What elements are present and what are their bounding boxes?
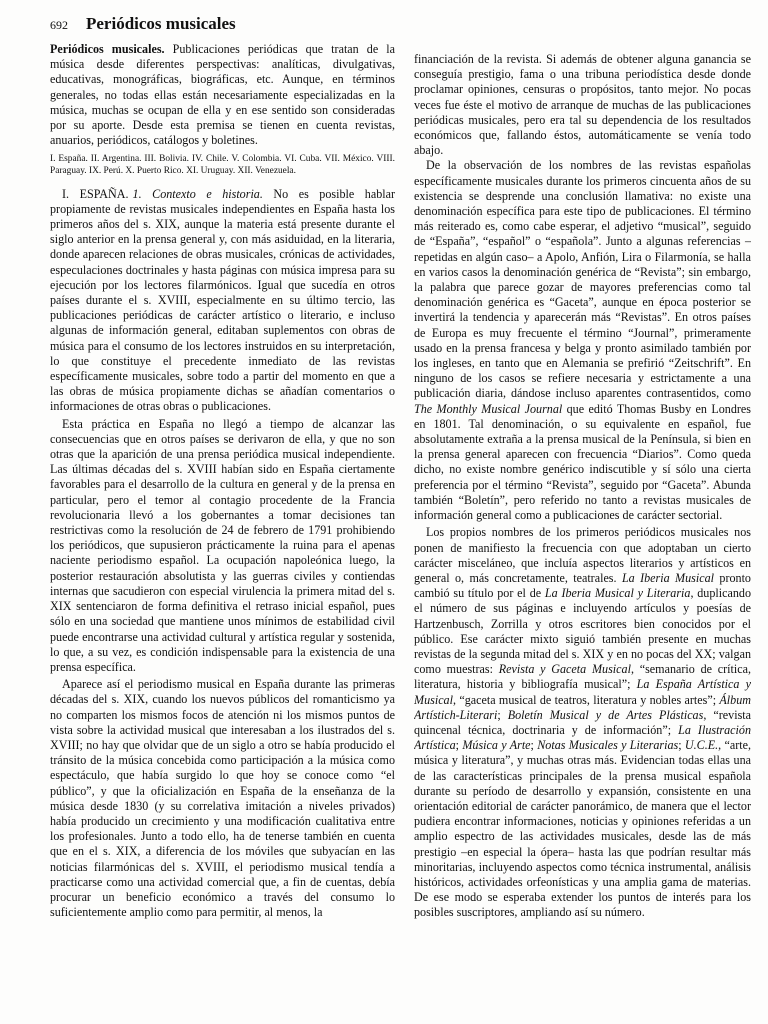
section-heading: I. ESPAÑA. — [62, 186, 129, 201]
publication-title: La Iberia Musical y Literaria — [544, 586, 691, 601]
paragraph-text: ; — [455, 738, 463, 753]
entry-contents: I. España. II. Argentina. III. Bolivia. IV. Chile. V. Colombia. VI. Cuba. VII. México. VIII. Paraguay. IX. Perú. X. Puerto Rico. XI. Uruguay. XII. Venezuela. — [50, 154, 395, 177]
publication-title: The Monthly Musical Journal — [414, 401, 563, 416]
publication-title: U.C.E. — [684, 738, 719, 753]
section-1-paragraph-1 — [50, 187, 395, 415]
paragraph-text: De la observación de los nombres de las revistas españolas específicamente musicales durante los primeros cincuenta años de su existencia se desprende una conclusión llamativa: no existe una denominación específica para este tipo de publicaciones. El término más reiterado es, como cabe esperar, el adjetivo “musical”, seguido de “España”, “español” o “española”. Junto a algunas referencias –repetidas en algún caso– a Apolo, Anfión, Lira o Filarmonía, se halla en varios casos la denominación genérica de “Revista”; sin embargo, la palabra que parece gozar de mayores preferencias como tal denominación genérica es “Gaceta”, aunque en época posterior se invertirá la tendencia y aparecerán más “Revistas”. En otros países de Europa es muy frecuente el término “Journal”, primeramente usado en la prensa francesa y belga y pronto asimilado también por los ingleses, en tanto que en Alemania se prefirió “Zeitschrift”. En ninguno de los casos se refiere necesaria y estrictamente a una publicación diaria, dándose incluso aparentes contrasentidos, como — [414, 158, 751, 401]
entry-definition-text: Publicaciones periódicas que tratan de la música desde diferentes perspectivas: analíticas, divulgativas, educativas, monográficas, biográficas, etc. Aunque, en términos generales, no todas ellas están necesariamente especializadas en la música, muchas se ocupan de ella y en ese sentido son consideradas por su aporte. Desde esta premisa se tienen en cuenta revistas, anuarios, periódicos, catálogos y boletines. — [50, 42, 395, 148]
paragraph-text: ; — [497, 707, 508, 722]
publication-title: Álbum Artístich-Literari — [414, 692, 751, 722]
section-1-paragraph-4 — [414, 158, 751, 523]
paragraph-text: , “semanario de crítica, literatura, historia y bibliografía musical”; — [414, 662, 751, 692]
entry-headword: Periódicos musicales. — [50, 42, 165, 56]
paragraph-text: Los propios nombres de los primeros periódicos musicales nos ponen de manifiesto la frecuencia con que adoptaban un cierto carácter misceláneo, que incluía aspectos literarios y artísticos en general o, más concretamente, teatrales. — [414, 525, 751, 585]
section-1-paragraph-2: Esta práctica en España no llegó a tiempo de alcanzar las consecuencias que en otros países se derivaron de ella, y que no son otras que la aparición de una prensa periódica musical independiente. Las últimas décadas del s. XVIII habían sido en España ciertamente favorables para el desarrollo de la cultura en general y de la prensa en particular, pero el temor al contagio procedente de la Francia revolucionaria llevó a los gobernantes a tomar decisiones tan restrictivas como la resolución de 24 de febrero de 1791 prohibiendo los periódicos, que supusieron prácticamente la ruina para el apenas naciente periodismo español. La ocupación napoleónica luego, la posterior restauración absolutista y las guerras civiles y contiendas internas que sacudieron con especial virulencia la primera mitad del s. XIX sentenciaron de forma definitiva el retraso inicial español, pues sólo en una sociedad que mantiene unos mínimos de estabilidad civil puede encontrarse una actividad cultural y artística regular y sostenida, lo que, a su vez, es condición indispensable para la existencia de una prensa específica. — [50, 416, 395, 674]
publication-title: La Ilustración Artística — [414, 722, 751, 753]
subsection-heading: 1. Contexto e historia. — [132, 186, 263, 201]
paragraph-text: , “revista quincenal técnica, doctrinaria y de información”; — [414, 707, 751, 737]
paragraph-text: No es posible hablar propiamente de revistas musicales independientes en España hasta los primeros años del s. XIX, aunque la materia está presente durante el siglo anterior en la prensa general y, con más asiduidad, en la literaria, donde aparecen relaciones de obras musicales, crónicas de actividades, especulaciones doctrinales y hasta páginas con música impresa para su ejecución por los lectores filarmónicos. Igual que sucedía en otros países durante el s. XVIII, especialmente en su último tercio, las publicaciones periódicas de carácter artístico o literario, e incluso algunas de información general, editaban suplementos con obras de música para el consumo de los lectores instruidos en su interpretación, lo que constituye el precedente inmediato de las revistas específicamente musicales, sobre todo a partir del momento en que a las obras de música propiamente dichas se añadían comentarios o informaciones de otras obras o publicaciones. — [50, 186, 395, 414]
publication-title: La Iberia Musical — [621, 570, 715, 585]
paragraph-text: ; — [678, 738, 685, 753]
paragraph-text: que editó Thomas Busby en Londres en 1801. Tal denominación, o su equivalente en español, fue absolutamente extraña a la prensa musical de la Península, si bien en la prensa general aparecen con frecuencia “Diarios”. Como queda dicho, no existe nombre genérico indiscutible y sí sólo una cierta preferencia por el término “Revista”, seguido por “Gaceta”. Abunda también “Boletín”, pero referido no tanto a revistas musicales de información general como a publicaciones de carácter sectorial. — [414, 401, 751, 523]
page-header — [50, 14, 236, 38]
left-column — [50, 42, 395, 982]
running-head: Periódicos musicales — [86, 14, 236, 33]
paragraph-text: ; — [530, 738, 538, 753]
entry-definition — [50, 42, 395, 148]
section-1-paragraph-3: Aparece así el periodismo musical en España durante las primeras décadas del s. XIX, cuando los nuevos públicos del romanticismo ya no comparten los mismos focos de atención ni los mismos puntos de vista sobre la actividad musical que interesaban a los ilustrados del s. XVIII; no hay que olvidar que de un siglo a otro se había producido el tránsito de la música concebida como participación a la música como espectáculo, que había surgido lo que hoy se conoce como “el público”, y que la oficialización en España de la enseñanza de la música desde 1830 (y su correlativa imitación a niveles privados) había producido un crecimiento y una modificación cualitativa entre los profesionales. Junto a todo ello, ha de tenerse también en cuenta que en el s. XIX, a diferencia de los móviles que subyacían en las noticias filarmónicas del s. XVIII, el periodismo musical tendía a practicarse como una actividad comercial que, a fin de cuentas, debía procurar un beneficio económico a través del consumo lo suficientemente amplio como para permitir, al menos, la — [50, 677, 395, 920]
page-number: 692 — [50, 18, 68, 32]
publication-title: Revista y Gaceta Musical — [498, 662, 631, 677]
paragraph-text: , “gaceta musical de teatros, literatura y nobles artes”; — [452, 692, 720, 707]
section-1-paragraph-3-continued: financiación de la revista. Si además de obtener alguna ganancia se conseguía prestigio, fama o una tribuna periodística desde donde proclamar opiniones, censuras o propósitos, tanto mejor. No pocas veces fue éste el motivo de arranque de muchas de las publicaciones periódicas musicales, pero era tal su dependencia de los resultados económicos que, fallando éstos, automáticamente se venía todo abajo. — [414, 52, 751, 158]
publication-title: La España Artística y Musical — [414, 677, 751, 707]
paragraph-text: , duplicando el número de sus páginas e incluyendo artículos y poesías de Hartzenbusch, Zorrilla y otros escritores bien conocidos por el público. Ese carácter mixto siguió también presente en muchas revistas de la segunda mitad del s. XIX y en no pocas del XX; valgan como muestras: — [414, 586, 751, 677]
paragraph-text: pronto cambió su título por el de — [414, 570, 751, 601]
publication-title: Música y Arte — [462, 738, 531, 753]
publication-title: Boletín Musical y de Artes Plásticas — [507, 707, 704, 722]
paragraph-text: , “arte, música y literatura”, y muchas otras más. Evidencian todas ellas una de las características principales de la prensa musical española durante su período de desarrollo y expansión, consistente en una orientación editorial de carácter panorámico, de manera que el lector pudiera encontrar informaciones, noticias y opiniones referidas a un amplio espectro de las actividades musicales, desde las de más prestigio –en especial la ópera– hasta las que podrían resultar más minoritarias, incluyendo aspectos como técnica instrumental, análisis históricos, actividades orfeonísticas y una amplia gama de materias. De ese modo se esperaba extender los puntos de interés para los posibles suscriptores, ampliando así su número. — [414, 738, 751, 920]
right-column — [414, 52, 751, 992]
section-1-paragraph-5 — [414, 525, 751, 920]
publication-title: Notas Musicales y Literarias — [537, 738, 679, 753]
